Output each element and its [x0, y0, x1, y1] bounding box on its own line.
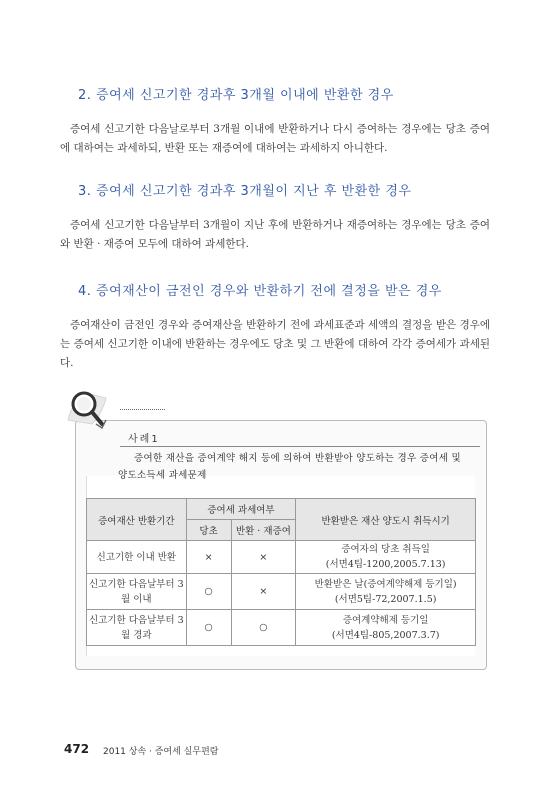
example-table [86, 498, 476, 646]
example-label-divider [120, 446, 480, 447]
cell-acquisition [296, 541, 476, 574]
decorative-dotted-line [120, 409, 165, 412]
magnifier-icon [62, 380, 122, 440]
cell-original: ○ [186, 574, 231, 610]
cell-acquisition-ref: (서면5팀-72,2007.1.5) [334, 593, 437, 605]
table-row [87, 574, 476, 610]
section-2-heading: 2. 증여세 신고기한 경과후 3개월 이내에 반환한 경우 [78, 88, 394, 103]
cell-period: 신고기한 이내 반환 [87, 541, 187, 574]
section-4-paragraph: 증여재산이 금전인 경우와 증여재산을 반환하기 전에 과세표준과 세액의 결정을 받은 경우에는 증여세 신고기한 이내에 반환하는 경우에도 당초 및 그 반환에 대하여 각각 증여세가 과세된다. [60, 319, 490, 369]
header-return: 반환 · 재증여 [231, 520, 296, 541]
header-period: 증여재산 반환기간 [87, 499, 187, 541]
table-row [87, 610, 476, 646]
cell-original: × [186, 541, 231, 574]
page-number: 472 [64, 742, 90, 756]
example-description: 증여한 재산을 증여계약 해지 등에 의하여 반환받아 양도하는 경우 증여세 및 양도소득세 과세문제 [118, 453, 461, 481]
cell-acquisition-ref: (서면4팀-1200,2005.7.13) [325, 559, 446, 570]
cell-acquisition-text: 증여자의 당초 취득일 [341, 544, 430, 555]
header-original: 당초 [186, 520, 231, 541]
header-gift-tax: 증여세 과세여부 [186, 499, 296, 520]
section-3-heading: 3. 증여세 신고기한 경과후 3개월이 지난 후 반환한 경우 [78, 184, 412, 199]
example-label: 사례1 [128, 434, 160, 445]
section-3-paragraph: 증여세 신고기한 다음날부터 3개월이 지난 후에 반환하거나 재증여하는 경우에는 당초 증여와 반환 · 재증여 모두에 대하여 과세한다. [60, 219, 490, 250]
section-2-paragraph: 증여세 신고기한 다음날로부터 3개월 이내에 반환하거나 다시 증여하는 경우에는 당초 증여에 대하여는 과세하되, 반환 또는 재증여에 대하여는 과세하지 아니한다. [60, 123, 490, 154]
section-4-heading: 4. 증여재산이 금전인 경우와 반환하기 전에 결정을 받은 경우 [78, 284, 442, 299]
cell-period: 신고기한 다음날부터 3월 경과 [87, 610, 187, 646]
cell-original: ○ [186, 610, 231, 646]
cell-acquisition-ref: (서면4팀-805,2007.3.7) [331, 629, 440, 641]
book-title: 2011 상속 · 증여세 실무편람 [103, 747, 219, 757]
cell-acquisition-text: 증여계약해제 등기일 [342, 614, 429, 626]
cell-return: ○ [231, 610, 296, 646]
cell-acquisition [296, 574, 476, 610]
header-acquisition-date: 반환받은 재산 양도시 취득시기 [296, 499, 476, 541]
cell-return: × [231, 574, 296, 610]
cell-return: × [231, 541, 296, 574]
cell-acquisition [296, 610, 476, 646]
cell-period: 신고기한 다음날부터 3월 이내 [87, 574, 187, 610]
table-row [87, 541, 476, 574]
cell-acquisition-text: 반환받은 날(증여계약해제 등기일) [314, 578, 457, 590]
